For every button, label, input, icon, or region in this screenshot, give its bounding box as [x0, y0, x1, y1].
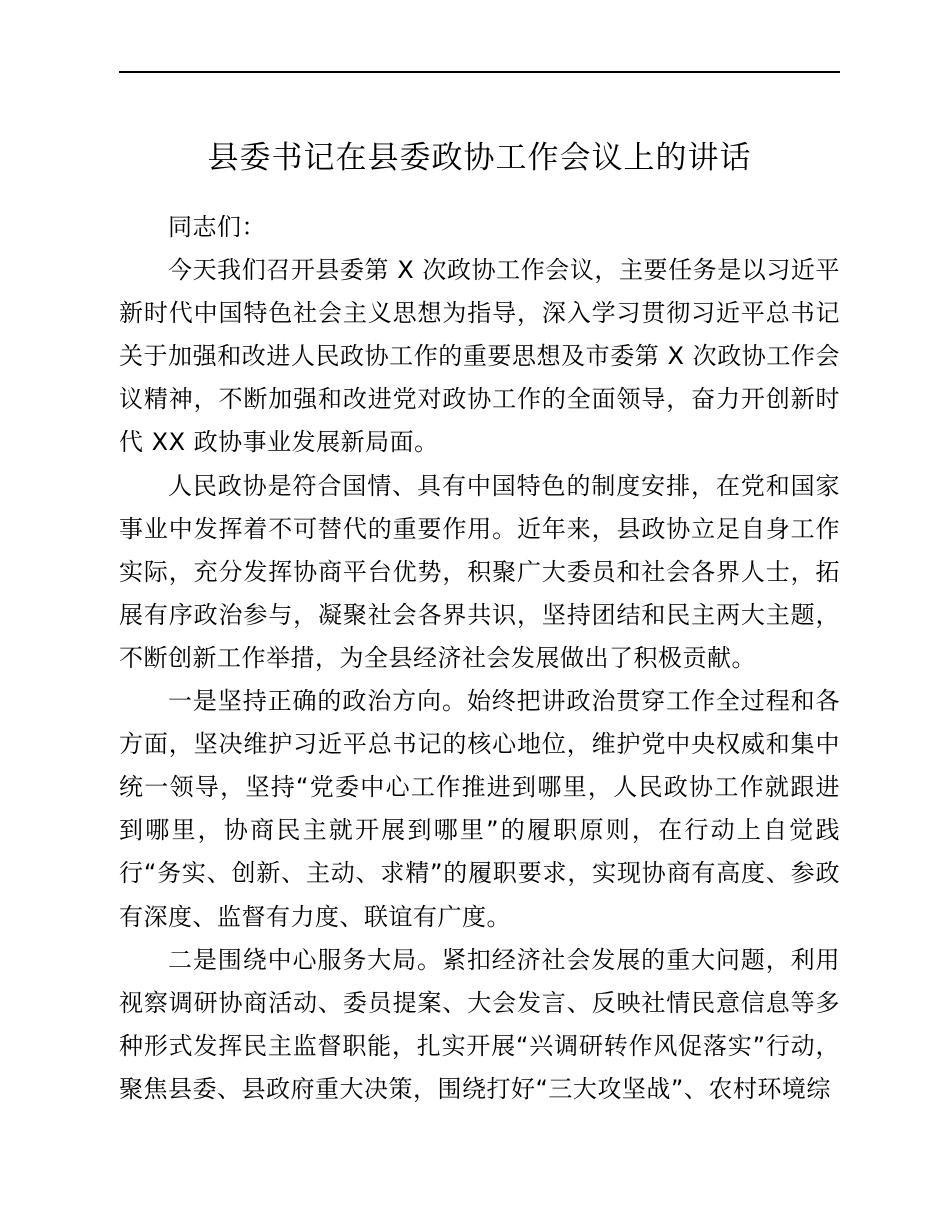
document-body — [119, 206, 840, 1111]
salutation: 同志们： — [168, 213, 266, 241]
paragraph: 一是坚持正确的政治方向。始终把讲政治贯穿工作全过程和各方面，坚决维护习近平总书记的核心地位，维护党中央权威和集中统一领导，坚持“党委中心工作推进到哪里，人民政协工作就跟进到哪里，协商民主就开展到哪里”的履职原则，在行动上自觉践行“务实、创新、主动、求精”的履职要求，实现协商有高度、参政有深度、监督有力度、联谊有广度。 — [119, 687, 840, 931]
paragraph: 今天我们召开县委第 X 次政协工作会议，主要任务是以习近平新时代中国特色社会主义思想为指导，深入学习贯彻习近平总书记关于加强和改进人民政协工作的重要思想及市委第 X 次政协工作会议精神，不断加强和改进党对政协工作的全面领导，奋力开创新时代 XX 政协事业发展新局面。 — [119, 256, 840, 457]
header-rule — [119, 71, 840, 73]
paragraph: 二是围绕中心服务大局。紧扣经济社会发展的重大问题，利用视察调研协商活动、委员提案、大会发言、反映社情民意信息等多种形式发挥民主监督职能，扎实开展“兴调研转作风促落实”行动，聚焦县委、县政府重大决策，围绕打好“三大攻坚战”、农村环境综 — [119, 945, 840, 1103]
paragraph: 人民政协是符合国情、具有中国特色的制度安排，在党和国家事业中发挥着不可替代的重要作用。近年来，县政协立足自身工作实际，充分发挥协商平台优势，积聚广大委员和社会各界人士，拓展有序政治参与，凝聚社会各界共识，坚持团结和民主两大主题，不断创新工作举措，为全县经济社会发展做出了积极贡献。 — [119, 471, 840, 672]
document-title: 县委书记在县委政协工作会议上的讲话 — [207, 140, 752, 176]
